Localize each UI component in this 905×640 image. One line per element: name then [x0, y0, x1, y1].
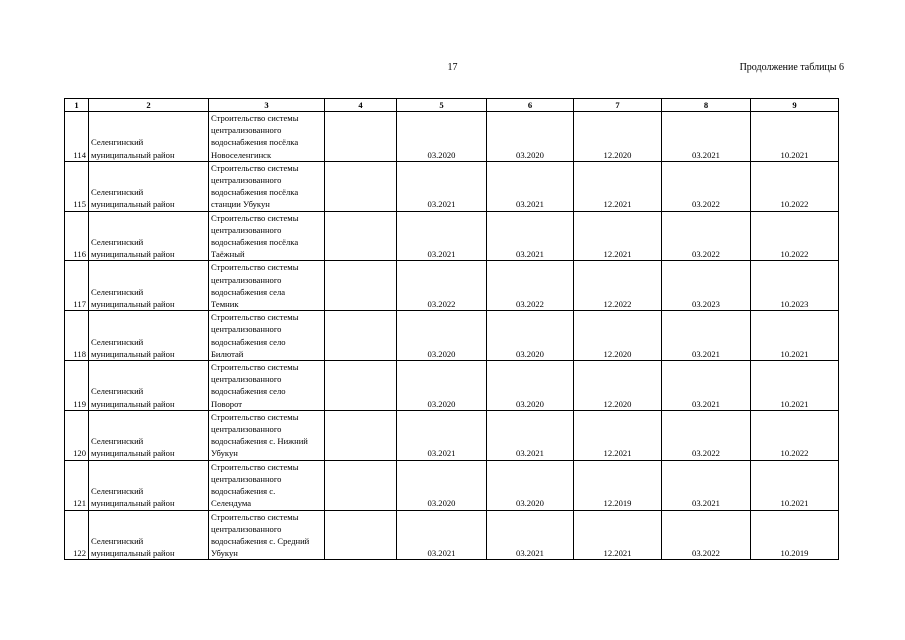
row-number: 121 — [65, 460, 89, 510]
construction-object-cell-line: водоснабжения села — [211, 286, 286, 297]
district-cell — [89, 161, 209, 211]
construction-object-cell-line: централизованного — [211, 274, 282, 285]
table-row — [65, 460, 839, 510]
table-row — [65, 211, 839, 261]
column-header: 5 — [397, 99, 487, 112]
row-number: 116 — [65, 211, 89, 261]
date-cell-col5: 03.2021 — [397, 161, 487, 211]
table-row — [65, 261, 839, 311]
district-cell-line: Селенгинский — [91, 486, 144, 497]
table-row — [65, 410, 839, 460]
column-header: 4 — [325, 99, 397, 112]
date-cell-col9: 10.2022 — [751, 410, 839, 460]
construction-object-cell-line: Строительство системы — [211, 511, 299, 522]
date-cell-col8: 03.2022 — [662, 161, 751, 211]
district-cell-line: Селенгинский — [91, 535, 144, 546]
construction-object-cell-line: централизованного — [211, 175, 282, 186]
date-cell-col7: 12.2021 — [574, 410, 662, 460]
date-cell-col6: 03.2021 — [487, 410, 574, 460]
district-cell — [89, 361, 209, 411]
date-cell-col5: 03.2020 — [397, 361, 487, 411]
construction-object-cell-line: централизованного — [211, 424, 282, 435]
date-cell-col6: 03.2022 — [487, 261, 574, 311]
construction-object-cell — [209, 211, 325, 261]
construction-object-cell — [209, 410, 325, 460]
date-cell-col8: 03.2023 — [662, 261, 751, 311]
construction-object-cell-line: Строительство системы — [211, 362, 299, 373]
district-cell-line: муниципальный район — [91, 199, 175, 210]
construction-object-cell-line: централизованного — [211, 473, 282, 484]
row-number: 119 — [65, 361, 89, 411]
construction-object-cell — [209, 112, 325, 162]
date-cell-col8: 03.2021 — [662, 460, 751, 510]
district-cell-line: Селенгинский — [91, 386, 144, 397]
construction-object-cell-line: Новоселенгинск — [211, 149, 272, 160]
date-cell-col6: 03.2020 — [487, 460, 574, 510]
date-cell-col7: 12.2020 — [574, 361, 662, 411]
table-row — [65, 161, 839, 211]
district-cell-line: Селенгинский — [91, 436, 144, 447]
table-row — [65, 112, 839, 162]
date-cell-col5: 03.2022 — [397, 261, 487, 311]
date-cell-col5: 03.2021 — [397, 211, 487, 261]
construction-object-cell-line: централизованного — [211, 224, 282, 235]
district-cell-line: Селенгинский — [91, 286, 144, 297]
construction-object-cell-line: централизованного — [211, 523, 282, 534]
construction-object-cell-line: водоснабжения с. Средний — [211, 535, 310, 546]
district-cell — [89, 460, 209, 510]
date-cell-col6: 03.2020 — [487, 311, 574, 361]
construction-object-cell-line: Строительство системы — [211, 461, 299, 472]
district-cell-line: муниципальный район — [91, 249, 175, 260]
table-header-row — [65, 99, 839, 112]
district-cell-line: муниципальный район — [91, 448, 175, 459]
column-header: 8 — [662, 99, 751, 112]
construction-object-cell-line: Селендума — [211, 498, 252, 509]
date-cell-col8: 03.2022 — [662, 510, 751, 560]
date-cell-col7: 12.2021 — [574, 510, 662, 560]
district-cell — [89, 261, 209, 311]
row-number: 117 — [65, 261, 89, 311]
construction-object-cell-line: централизованного — [211, 125, 282, 136]
date-cell-col7: 12.2021 — [574, 161, 662, 211]
water-supply-schedule-table — [64, 98, 839, 560]
date-cell-col9: 10.2019 — [751, 510, 839, 560]
row-number: 115 — [65, 161, 89, 211]
date-cell-col8: 03.2022 — [662, 211, 751, 261]
construction-object-cell-line: Строительство системы — [211, 113, 299, 123]
construction-object-cell-line: станции Убукун — [211, 199, 270, 210]
date-cell-col8: 03.2021 — [662, 361, 751, 411]
district-cell — [89, 510, 209, 560]
district-cell — [89, 410, 209, 460]
construction-object-cell — [209, 361, 325, 411]
date-cell-col8: 03.2021 — [662, 311, 751, 361]
construction-object-cell-line: водоснабжения с. — [211, 486, 276, 497]
row-number: 120 — [65, 410, 89, 460]
table-body — [65, 112, 839, 560]
column-header: 7 — [574, 99, 662, 112]
column-4-cell — [325, 510, 397, 560]
construction-object-cell-line: Убукун — [211, 548, 238, 559]
page-number: 17 — [447, 62, 458, 73]
date-cell-col7: 12.2020 — [574, 112, 662, 162]
construction-object-cell-line: централизованного — [211, 374, 282, 385]
construction-object-cell-line: Билютай — [211, 348, 244, 359]
date-cell-col5: 03.2020 — [397, 112, 487, 162]
construction-object-cell-line: водоснабжения село — [211, 386, 286, 397]
construction-object-cell-line: Строительство системы — [211, 411, 299, 422]
date-cell-col9: 10.2021 — [751, 361, 839, 411]
date-cell-col9: 10.2023 — [751, 261, 839, 311]
district-cell — [89, 311, 209, 361]
table-row — [65, 311, 839, 361]
column-4-cell — [325, 460, 397, 510]
construction-object-cell-line: водоснабжения посёлка — [211, 237, 299, 248]
column-4-cell — [325, 410, 397, 460]
date-cell-col5: 03.2021 — [397, 410, 487, 460]
column-4-cell — [325, 361, 397, 411]
date-cell-col8: 03.2022 — [662, 410, 751, 460]
construction-object-cell — [209, 161, 325, 211]
construction-object-cell — [209, 311, 325, 361]
column-header: 6 — [487, 99, 574, 112]
district-cell-line: Селенгинский — [91, 187, 144, 198]
date-cell-col5: 03.2020 — [397, 311, 487, 361]
row-number: 122 — [65, 510, 89, 560]
district-cell-line: муниципальный район — [91, 398, 175, 409]
construction-object-cell-line: Строительство системы — [211, 212, 299, 223]
construction-object-cell-line: Убукун — [211, 448, 238, 459]
district-cell — [89, 211, 209, 261]
district-cell-line: Селенгинский — [91, 336, 144, 347]
district-cell-line: Селенгинский — [91, 237, 144, 248]
row-number: 118 — [65, 311, 89, 361]
construction-object-cell — [209, 261, 325, 311]
district-cell-line: муниципальный район — [91, 299, 175, 310]
date-cell-col6: 03.2021 — [487, 211, 574, 261]
date-cell-col9: 10.2021 — [751, 112, 839, 162]
column-4-cell — [325, 161, 397, 211]
column-header: 3 — [209, 99, 325, 112]
date-cell-col6: 03.2021 — [487, 510, 574, 560]
district-cell-line: муниципальный район — [91, 498, 175, 509]
date-cell-col5: 03.2020 — [397, 460, 487, 510]
construction-object-cell-line: водоснабжения село — [211, 336, 286, 347]
column-header: 9 — [751, 99, 839, 112]
table-continuation-caption: Продолжение таблицы 6 — [739, 62, 844, 73]
date-cell-col5: 03.2021 — [397, 510, 487, 560]
construction-object-cell-line: Строительство системы — [211, 262, 299, 273]
column-4-cell — [325, 112, 397, 162]
construction-object-cell-line: централизованного — [211, 324, 282, 335]
construction-object-cell-line: водоснабжения с. Нижний — [211, 436, 308, 447]
date-cell-col6: 03.2021 — [487, 161, 574, 211]
construction-object-cell-line: Строительство системы — [211, 312, 299, 323]
column-4-cell — [325, 261, 397, 311]
date-cell-col9: 10.2022 — [751, 161, 839, 211]
row-number: 114 — [65, 112, 89, 162]
date-cell-col9: 10.2022 — [751, 211, 839, 261]
date-cell-col9: 10.2021 — [751, 460, 839, 510]
district-cell-line: Селенгинский — [91, 137, 144, 148]
date-cell-col9: 10.2021 — [751, 311, 839, 361]
date-cell-col6: 03.2020 — [487, 112, 574, 162]
construction-object-cell — [209, 460, 325, 510]
construction-object-cell-line: Поворот — [211, 398, 243, 409]
table-row — [65, 510, 839, 560]
table-row — [65, 361, 839, 411]
date-cell-col8: 03.2021 — [662, 112, 751, 162]
district-cell-line: муниципальный район — [91, 149, 175, 160]
column-4-cell — [325, 211, 397, 261]
construction-object-cell — [209, 510, 325, 560]
district-cell-line: муниципальный район — [91, 348, 175, 359]
column-4-cell — [325, 311, 397, 361]
construction-object-cell-line: Темник — [211, 299, 239, 310]
column-header: 2 — [89, 99, 209, 112]
date-cell-col6: 03.2020 — [487, 361, 574, 411]
construction-object-cell-line: водоснабжения посёлка — [211, 137, 299, 148]
date-cell-col7: 12.2019 — [574, 460, 662, 510]
date-cell-col7: 12.2021 — [574, 211, 662, 261]
construction-object-cell-line: Таёжный — [211, 249, 245, 260]
construction-object-cell-line: водоснабжения посёлка — [211, 187, 299, 198]
date-cell-col7: 12.2020 — [574, 311, 662, 361]
district-cell — [89, 112, 209, 162]
construction-object-cell-line: Строительство системы — [211, 162, 299, 173]
column-header: 1 — [65, 99, 89, 112]
district-cell-line: муниципальный район — [91, 548, 175, 559]
date-cell-col7: 12.2022 — [574, 261, 662, 311]
